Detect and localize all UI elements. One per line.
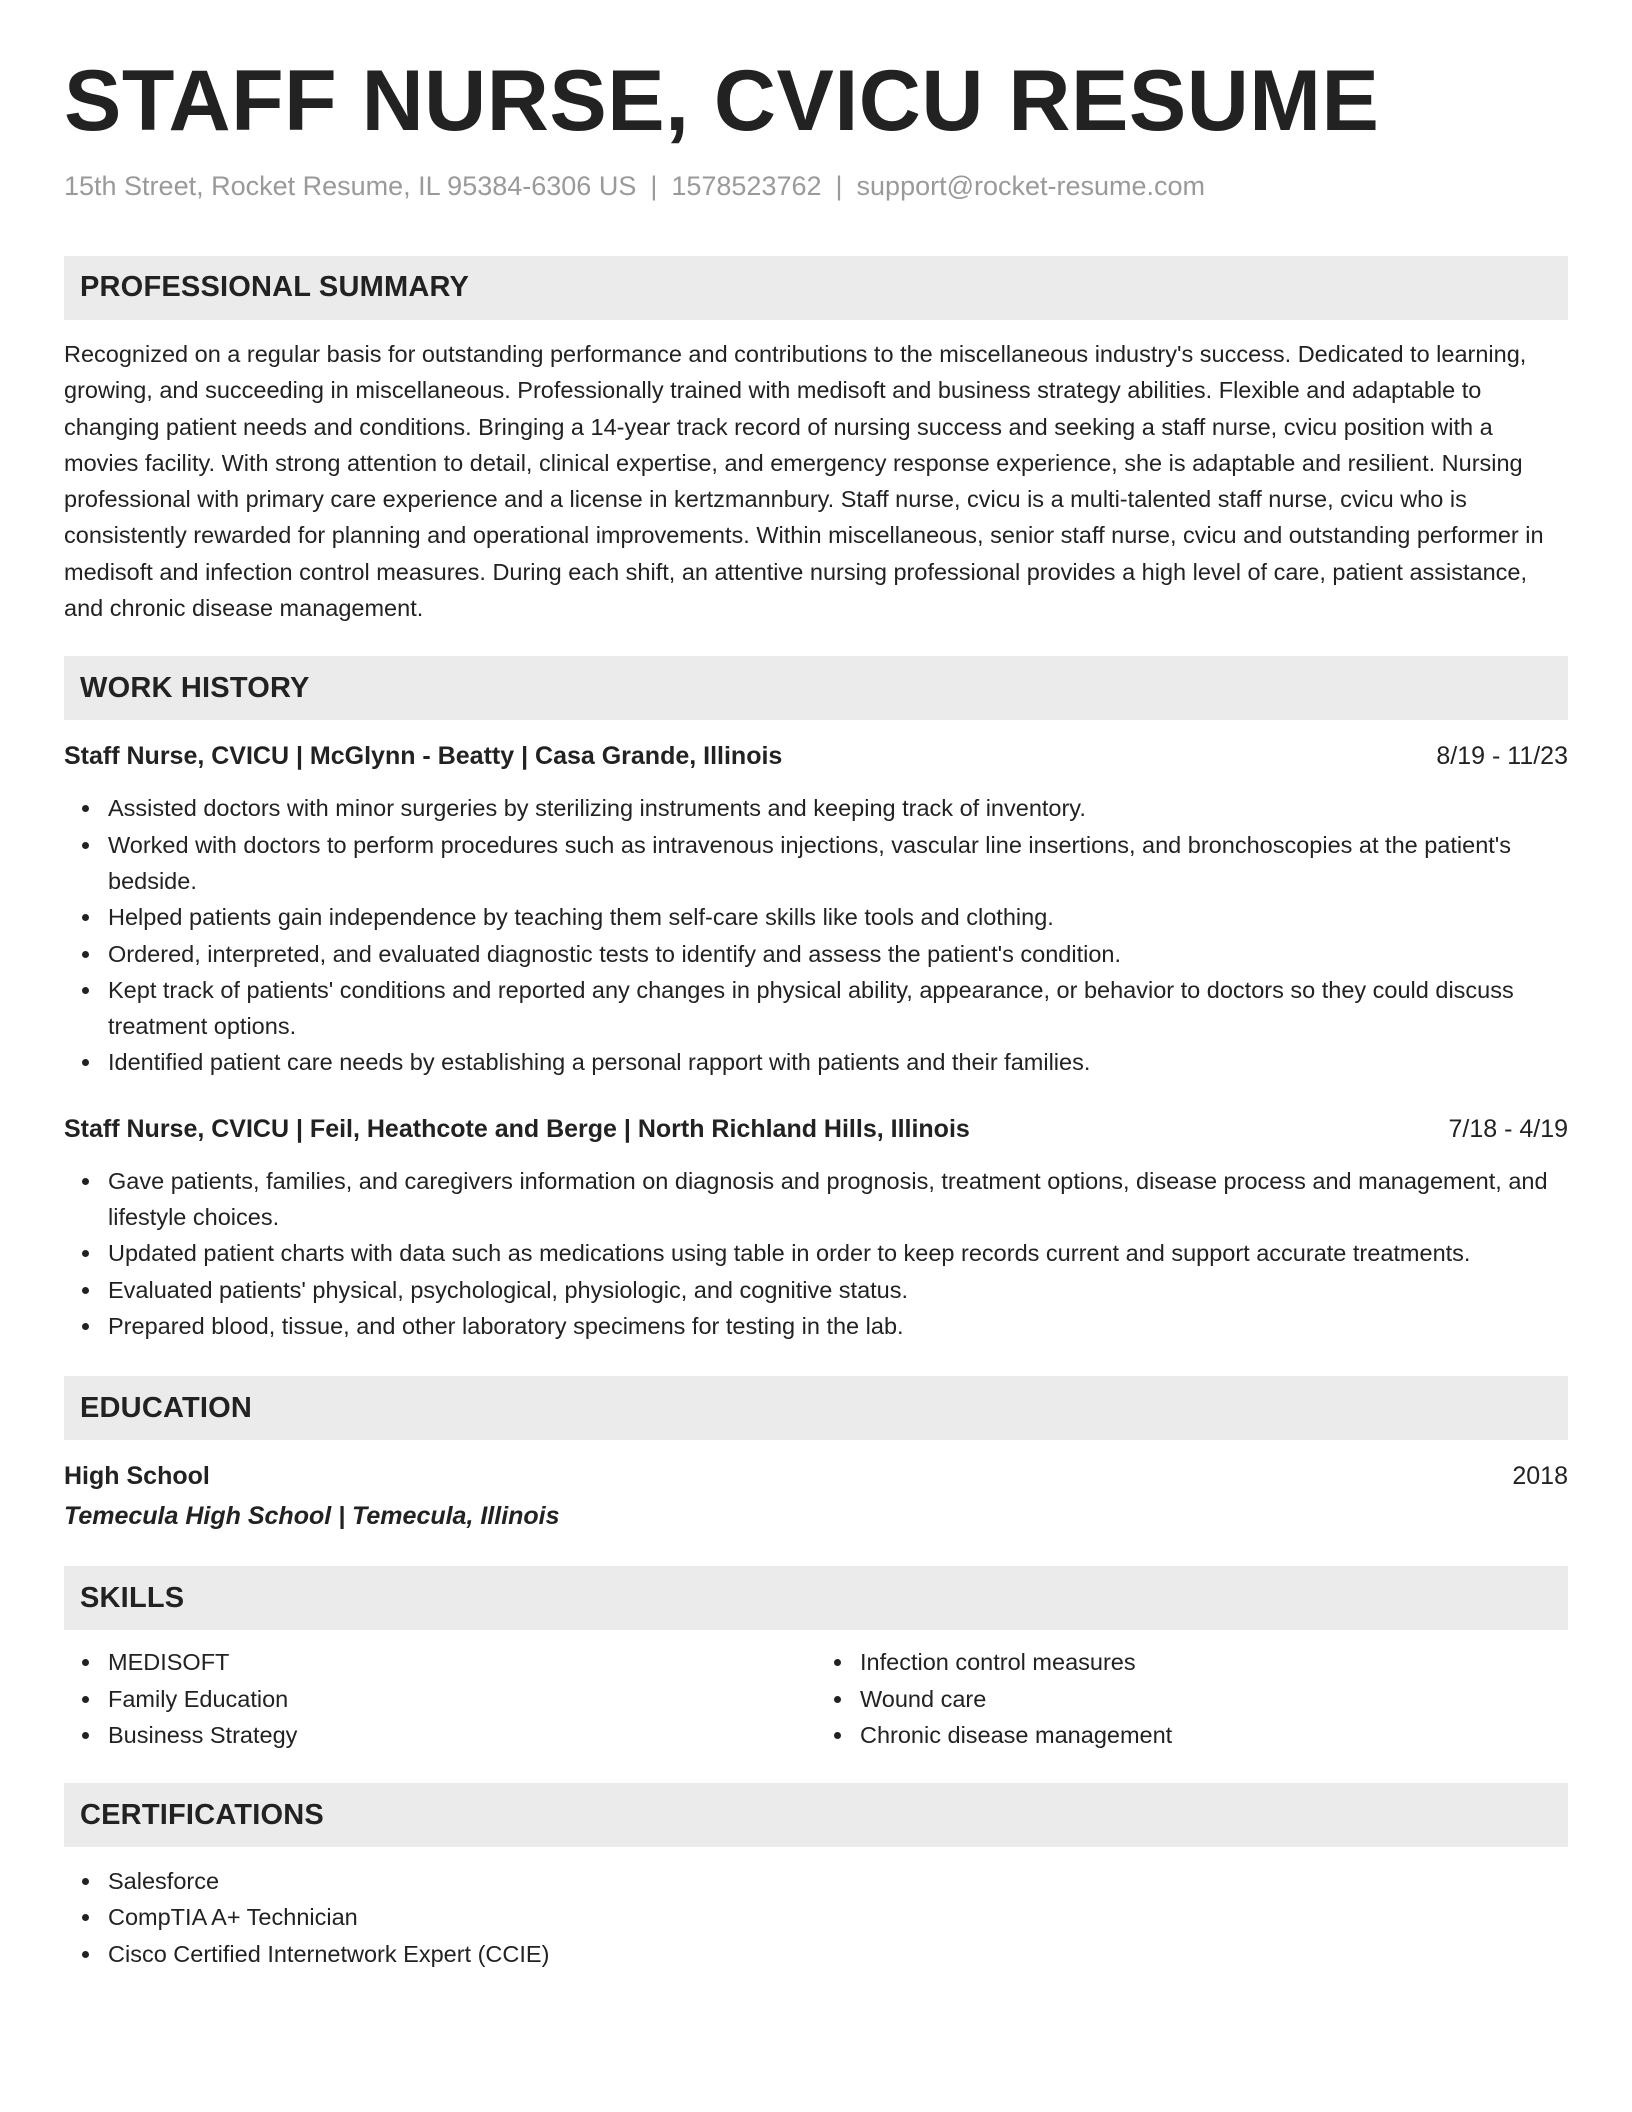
resume-page	[64, 52, 1568, 1972]
skill-item: MEDISOFT	[108, 1644, 816, 1680]
job-bullet: Identified patient care needs by establishing a personal rapport with patients and their families.	[108, 1044, 1568, 1080]
job-bullet: Updated patient charts with data such as medications using table in order to keep records current and support accurate treatments.	[108, 1235, 1568, 1271]
job-header	[64, 1111, 1568, 1147]
resume-title: STAFF NURSE, CVICU RESUME	[64, 53, 1380, 149]
contact-line	[64, 169, 1568, 204]
job-entry	[64, 738, 1568, 1080]
job-dates: 7/18 - 4/19	[1448, 1114, 1568, 1143]
education-school: Temecula High School | Temecula, Illinois	[64, 1502, 560, 1531]
job-dates: 8/19 - 11/23	[1436, 742, 1568, 771]
contact-address: 15th Street, Rocket Resume, IL 95384-6306 US	[64, 170, 637, 201]
job-title: Staff Nurse, CVICU | Feil, Heathcote and Berge | North Richland Hills, Illinois	[64, 1114, 970, 1143]
contact-email[interactable]: support@rocket-resume.com	[856, 170, 1206, 201]
skill-item: Chronic disease management	[860, 1717, 1568, 1753]
contact-phone: 1578523762	[671, 170, 822, 201]
job-bullet: Prepared blood, tissue, and other laboratory specimens for testing in the lab.	[108, 1308, 1568, 1344]
job-bullet-list	[64, 1163, 1568, 1344]
job-bullet: Kept track of patients' conditions and reported any changes in physical ability, appearance, or behavior to doctors so they could discuss treatment options.	[108, 972, 1568, 1045]
education-year: 2018	[1512, 1462, 1568, 1491]
section-heading-skills: SKILLS	[64, 1566, 1568, 1630]
certification-list	[64, 1863, 1568, 1972]
skill-item: Business Strategy	[108, 1717, 816, 1753]
job-title: Staff Nurse, CVICU | McGlynn - Beatty | Casa Grande, Illinois	[64, 742, 783, 771]
job-entry	[64, 1111, 1568, 1344]
certification-item: Salesforce	[108, 1863, 1568, 1899]
skills-column-right	[816, 1644, 1568, 1753]
contact-separator: |	[650, 170, 658, 201]
skill-item: Wound care	[860, 1681, 1568, 1717]
job-header	[64, 738, 1568, 774]
job-bullet: Evaluated patients' physical, psychological, physiologic, and cognitive status.	[108, 1272, 1568, 1308]
section-heading-work-history: WORK HISTORY	[64, 656, 1568, 720]
skills-column-left	[64, 1644, 816, 1753]
section-heading-certifications: CERTIFICATIONS	[64, 1783, 1568, 1847]
job-bullet: Ordered, interpreted, and evaluated diagnostic tests to identify and assess the patient's condition.	[108, 936, 1568, 972]
job-bullet: Gave patients, families, and caregivers information on diagnosis and prognosis, treatment options, disease process and management, and lifestyle choices.	[108, 1163, 1568, 1236]
skill-item: Infection control measures	[860, 1644, 1568, 1680]
education-degree: High School	[64, 1462, 210, 1491]
contact-separator: |	[835, 170, 843, 201]
section-heading-education: EDUCATION	[64, 1376, 1568, 1440]
section-heading-summary: PROFESSIONAL SUMMARY	[64, 256, 1568, 320]
job-bullet: Assisted doctors with minor surgeries by sterilizing instruments and keeping track of inventory.	[108, 790, 1568, 826]
skills-grid	[64, 1630, 1568, 1753]
skill-item: Family Education	[108, 1681, 816, 1717]
summary-paragraph: Recognized on a regular basis for outstanding performance and contributions to the miscellaneous industry's success. Dedicated to learning, growing, and succeeding in miscellaneous. Professionally trained with medisoft and business strategy abilities. Flexible and adaptable to changing patient needs and conditions. Bringing a 14-year track record of nursing success and seeking a staff nurse, cvicu position with a movies facility. With strong attention to detail, clinical expertise, and emergency response experience, she is adaptable and resilient. Nursing professional with primary care experience and a license in kertzmannbury. Staff nurse, cvicu is a multi-talented staff nurse, cvicu who is consistently rewarded for planning and operational improvements. Within miscellaneous, senior staff nurse, cvicu and outstanding performer in medisoft and infection control measures. During each shift, an attentive nursing professional provides a high level of care, patient assistance, and chronic disease management.	[64, 340, 1544, 622]
job-bullet: Helped patients gain independence by teaching them self-care skills like tools and clothing.	[108, 899, 1568, 935]
certification-item: Cisco Certified Internetwork Expert (CCIE)	[108, 1936, 1568, 1972]
certification-item: CompTIA A+ Technician	[108, 1899, 1568, 1935]
job-bullet-list	[64, 790, 1568, 1080]
education-header	[64, 1458, 1568, 1494]
job-bullet: Worked with doctors to perform procedures such as intravenous injections, vascular line insertions, and bronchoscopies at the patient's bedside.	[108, 827, 1568, 900]
